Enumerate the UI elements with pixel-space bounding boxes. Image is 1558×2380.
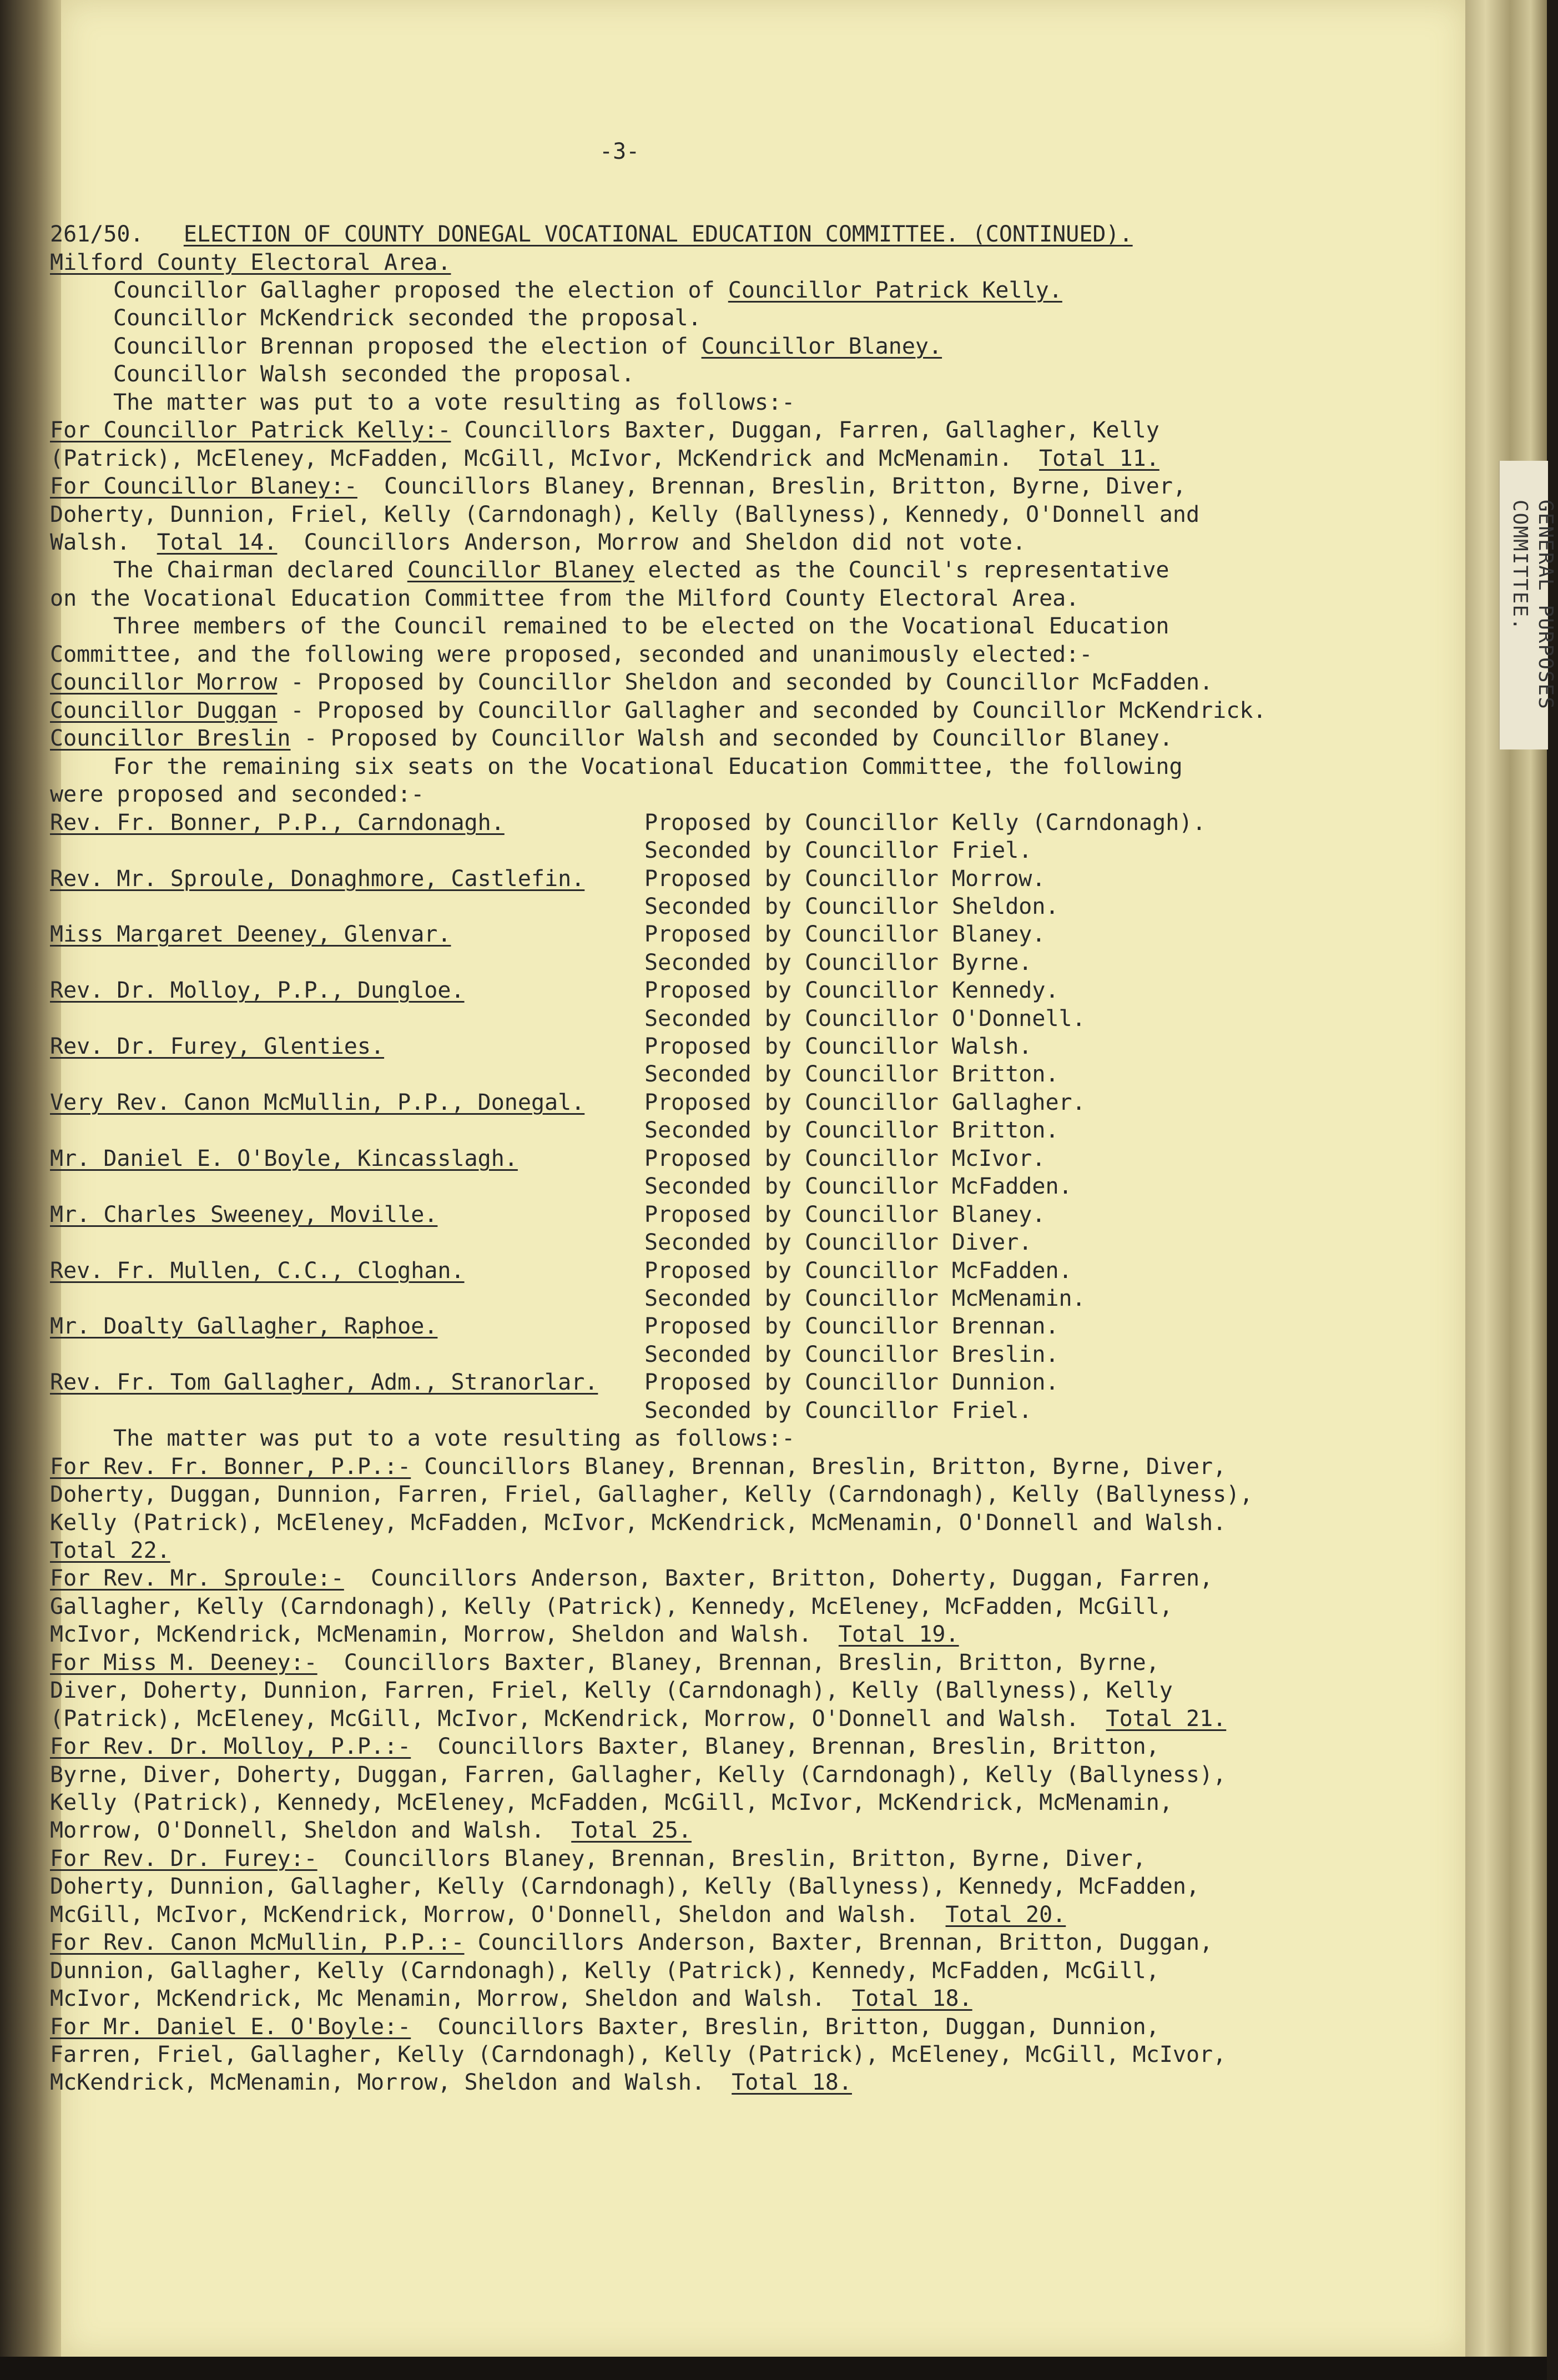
seconder: Seconded by Councillor Diver. — [644, 1230, 1032, 1255]
text-span: - Proposed by Councillor Sheldon and seconded by Councillor McFadden. — [277, 670, 1213, 695]
text-span: - Proposed by Councillor Gallagher and seconded by Councillor McKendrick. — [277, 698, 1267, 723]
text-span: Councillors Baxter, Blaney, Brennan, Breslin, Britton, — [411, 1734, 1159, 1759]
vote-line — [50, 1985, 972, 2012]
heading-title: ELECTION OF COUNTY DONEGAL VOCATIONAL EDUCATION COMMITTEE. (CONTINUED). — [183, 222, 1133, 247]
proposer: Proposed by Councillor Blaney. — [644, 1202, 1046, 1227]
vote-line — [50, 472, 1186, 500]
paragraph-line: The matter was put to a vote resulting as follows:- — [113, 390, 795, 415]
vote-line: Byrne, Diver, Doherty, Duggan, Farren, Gallagher, Kelly (Carndonagh), Kelly (Ballyness), — [50, 1762, 1227, 1788]
vote-line — [50, 1733, 1159, 1760]
item-heading — [50, 220, 1133, 248]
vote-line: Kelly (Patrick), Kennedy, McEleney, McFadden, McGill, McIvor, McKendrick, McMenamin, — [50, 1790, 1173, 1815]
seconder: Seconded by Councillor Britton. — [644, 1118, 1059, 1143]
nominee-name: Mr. Doalty Gallagher, Raphoe. — [50, 1314, 438, 1339]
text-span: The Chairman declared — [113, 557, 407, 583]
nominee-name: Councillor Duggan — [50, 698, 278, 723]
vote-label: For Rev. Mr. Sproule:- — [50, 1566, 344, 1591]
text-span: Councillors Blaney, Brennan, Breslin, Britton, Byrne, Diver, — [357, 474, 1186, 499]
nominee-name: Rev. Fr. Tom Gallagher, Adm., Stranorlar. — [50, 1370, 598, 1395]
vote-line: Doherty, Duggan, Dunnion, Farren, Friel, Gallagher, Kelly (Carndonagh), Kelly (Ballyness), — [50, 1482, 1253, 1507]
text-span: elected as the Council's representative — [634, 557, 1169, 583]
nominee-name: Rev. Dr. Molloy, P.P., Dungloe. — [50, 978, 465, 1003]
proposer: Proposed by Councillor Morrow. — [644, 866, 1046, 892]
vote-total: Total 18. — [851, 1986, 972, 2011]
vote-total: Total 25. — [571, 1818, 692, 1843]
proposer: Proposed by Councillor Walsh. — [644, 1034, 1032, 1059]
proposer: Proposed by Councillor Kelly (Carndonagh). — [644, 810, 1206, 836]
vote-line — [50, 1649, 1159, 1677]
paragraph-line — [113, 276, 1062, 304]
text-span: Councillors Anderson, Baxter, Britton, Doherty, Duggan, Farren, — [344, 1566, 1213, 1591]
vote-line: Gallagher, Kelly (Carndonagh), Kelly (Patrick), Kennedy, McEleney, McFadden, McGill, — [50, 1594, 1173, 1619]
vote-total: Total 22. — [50, 1538, 170, 1563]
nominee-name: Councillor Blaney — [407, 557, 635, 583]
paragraph-line: Three members of the Council remained to be elected on the Vocational Education — [113, 613, 1169, 639]
nominee-name: Rev. Fr. Bonner, P.P., Carndonagh. — [50, 810, 505, 836]
paragraph-line — [113, 556, 1169, 584]
nominee-name: Councillor Blaney. — [701, 334, 942, 359]
vote-line: Dunnion, Gallagher, Kelly (Carndonagh), Kelly (Patrick), Kennedy, McFadden, McGill, — [50, 1958, 1159, 1984]
proposer: Proposed by Councillor Gallagher. — [644, 1090, 1086, 1115]
text-span: Councillor Gallagher proposed the election of — [113, 278, 728, 303]
item-ref: 261/50. — [50, 222, 144, 247]
vote-line — [50, 445, 1159, 472]
proposer: Proposed by Councillor Blaney. — [644, 922, 1046, 947]
paragraph-line: The matter was put to a vote resulting as follows:- — [113, 1426, 795, 1451]
text-span: McIvor, McKendrick, McMenamin, Morrow, Sheldon and Walsh. — [50, 1622, 812, 1647]
nominee-name: Mr. Charles Sweeney, Moville. — [50, 1202, 438, 1227]
seconder: Seconded by Councillor Sheldon. — [644, 894, 1059, 919]
index-tab-label: GENERAL PURPOSES COMMITTEE. — [1509, 500, 1557, 710]
seconder: Seconded by Councillor Friel. — [644, 1398, 1032, 1423]
vote-line — [50, 1845, 1146, 1873]
text-span: Councillors Baxter, Breslin, Britton, Duggan, Dunnion, — [411, 2014, 1159, 2040]
text-span: Councillors Anderson, Baxter, Brennan, Britton, Duggan, — [464, 1930, 1213, 1955]
elected-line — [50, 697, 1266, 724]
vote-line — [50, 1564, 1213, 1592]
text-span: Councillor Brennan proposed the election of — [113, 334, 702, 359]
text-span: McIvor, McKendrick, Mc Menamin, Morrow, Sheldon and Walsh. — [50, 1986, 825, 2011]
proposer: Proposed by Councillor Dunnion. — [644, 1370, 1059, 1395]
paragraph-line: Councillor McKendrick seconded the proposal. — [113, 305, 702, 331]
text-span: Councillors Baxter, Blaney, Brennan, Breslin, Britton, Byrne, — [317, 1650, 1159, 1675]
paragraph-line: Committee, and the following were proposed, seconded and unanimously elected:- — [50, 642, 1093, 667]
vote-total: Total 11. — [1039, 446, 1159, 471]
vote-line — [50, 2069, 852, 2096]
vote-total: Total 20. — [945, 1902, 1066, 1928]
seconder: Seconded by Councillor Friel. — [644, 838, 1032, 863]
vote-line — [50, 416, 1159, 444]
seconder: Seconded by Councillor O'Donnell. — [644, 1006, 1086, 1031]
elected-line — [50, 668, 1213, 696]
text-span: McGill, McIvor, McKendrick, Morrow, O'Donnell, Sheldon and Walsh. — [50, 1902, 919, 1928]
text-span: - Proposed by Councillor Walsh and seconded by Councillor Blaney. — [290, 726, 1173, 751]
text-span: Morrow, O'Donnell, Sheldon and Walsh. — [50, 1818, 545, 1843]
proposer: Proposed by Councillor McIvor. — [644, 1146, 1046, 1171]
vote-line: Diver, Doherty, Dunnion, Farren, Friel, Kelly (Carndonagh), Kelly (Ballyness), Kelly — [50, 1678, 1173, 1703]
vote-total: Total 18. — [732, 2070, 852, 2095]
vote-line — [50, 1453, 1226, 1481]
text-span: Walsh. — [50, 530, 130, 555]
vote-line: Kelly (Patrick), McEleney, McFadden, McIvor, McKendrick, McMenamin, O'Donnell and Walsh. — [50, 1510, 1227, 1536]
vote-line: Doherty, Dunnion, Gallagher, Kelly (Carndonagh), Kelly (Ballyness), Kennedy, McFadden, — [50, 1874, 1200, 1899]
area-heading: Milford County Electoral Area. — [50, 250, 451, 275]
nominee-name: Councillor Patrick Kelly. — [728, 278, 1062, 303]
vote-total: Total 14. — [157, 530, 278, 555]
text-span: (Patrick), McEleney, McGill, McIvor, McKendrick, Morrow, O'Donnell and Walsh. — [50, 1706, 1080, 1732]
text-span: McKendrick, McMenamin, Morrow, Sheldon and Walsh. — [50, 2070, 705, 2095]
nominee-name: Councillor Morrow — [50, 670, 278, 695]
paragraph-line: on the Vocational Education Committee from the Milford County Electoral Area. — [50, 586, 1080, 611]
seconder: Seconded by Councillor McFadden. — [644, 1174, 1072, 1199]
nominee-name: Rev. Dr. Furey, Glenties. — [50, 1034, 385, 1059]
nominee-name: Councillor Breslin — [50, 726, 291, 751]
page-number: -3- — [599, 139, 640, 164]
vote-label: For Rev. Dr. Furey:- — [50, 1846, 317, 1871]
vote-label: For Rev. Canon McMullin, P.P.:- — [50, 1930, 465, 1955]
paragraph-line: were proposed and seconded:- — [50, 782, 425, 807]
vote-line — [50, 1929, 1213, 1956]
nominee-name: Rev. Mr. Sproule, Donaghmore, Castlefin. — [50, 866, 585, 892]
paragraph-line: Councillor Walsh seconded the proposal. — [113, 361, 635, 387]
text-span: (Patrick), McEleney, McFadden, McGill, McIvor, McKendrick and McMenamin. — [50, 446, 1012, 471]
vote-line — [50, 1817, 692, 1844]
proposer: Proposed by Councillor Kennedy. — [644, 978, 1059, 1003]
vote-line — [50, 1621, 959, 1648]
nominee-name: Mr. Daniel E. O'Boyle, Kincasslagh. — [50, 1146, 518, 1171]
text-span: Councillors Blaney, Brennan, Breslin, Britton, Byrne, Diver, — [411, 1454, 1227, 1480]
elected-line — [50, 724, 1173, 752]
proposer: Proposed by Councillor Brennan. — [644, 1314, 1059, 1339]
vote-label: For Mr. Daniel E. O'Boyle:- — [50, 2014, 411, 2040]
bottom-shadow — [0, 2357, 1547, 2380]
vote-line — [50, 529, 1026, 556]
seconder: Seconded by Councillor Britton. — [644, 1061, 1059, 1087]
vote-total: Total 19. — [838, 1622, 959, 1647]
vote-line — [50, 1901, 1066, 1929]
text-span: Councillors Blaney, Brennan, Breslin, Britton, Byrne, Diver, — [317, 1846, 1146, 1871]
book-page-edges — [1465, 0, 1547, 2380]
vote-line: Doherty, Dunnion, Friel, Kelly (Carndonagh), Kelly (Ballyness), Kennedy, O'Donnell and — [50, 502, 1200, 527]
vote-line — [50, 2013, 1159, 2041]
paragraph-line: For the remaining six seats on the Vocational Education Committee, the following — [113, 754, 1183, 779]
vote-total: Total 21. — [1106, 1706, 1227, 1732]
vote-label: For Miss M. Deeney:- — [50, 1650, 317, 1675]
text-span: Councillors Anderson, Morrow and Sheldon did not vote. — [304, 530, 1026, 555]
nominee-name: Miss Margaret Deeney, Glenvar. — [50, 922, 451, 947]
proposer: Proposed by Councillor McFadden. — [644, 1258, 1072, 1284]
vote-label: For Councillor Patrick Kelly:- — [50, 417, 451, 443]
nominee-name: Very Rev. Canon McMullin, P.P., Donegal. — [50, 1090, 585, 1115]
paragraph-line — [113, 333, 942, 360]
vote-line: Farren, Friel, Gallagher, Kelly (Carndonagh), Kelly (Patrick), McEleney, McGill, McIvor, — [50, 2042, 1227, 2067]
vote-line — [50, 1705, 1226, 1733]
text-span: Councillors Baxter, Duggan, Farren, Gallagher, Kelly — [451, 417, 1159, 443]
seconder: Seconded by Councillor Byrne. — [644, 950, 1032, 975]
vote-label: For Rev. Fr. Bonner, P.P.:- — [50, 1454, 411, 1480]
seconder: Seconded by Councillor Breslin. — [644, 1342, 1059, 1367]
seconder: Seconded by Councillor McMenamin. — [644, 1286, 1086, 1311]
nominee-name: Rev. Fr. Mullen, C.C., Cloghan. — [50, 1258, 465, 1284]
vote-label: For Councillor Blaney:- — [50, 474, 357, 499]
vote-label: For Rev. Dr. Molloy, P.P.:- — [50, 1734, 411, 1759]
